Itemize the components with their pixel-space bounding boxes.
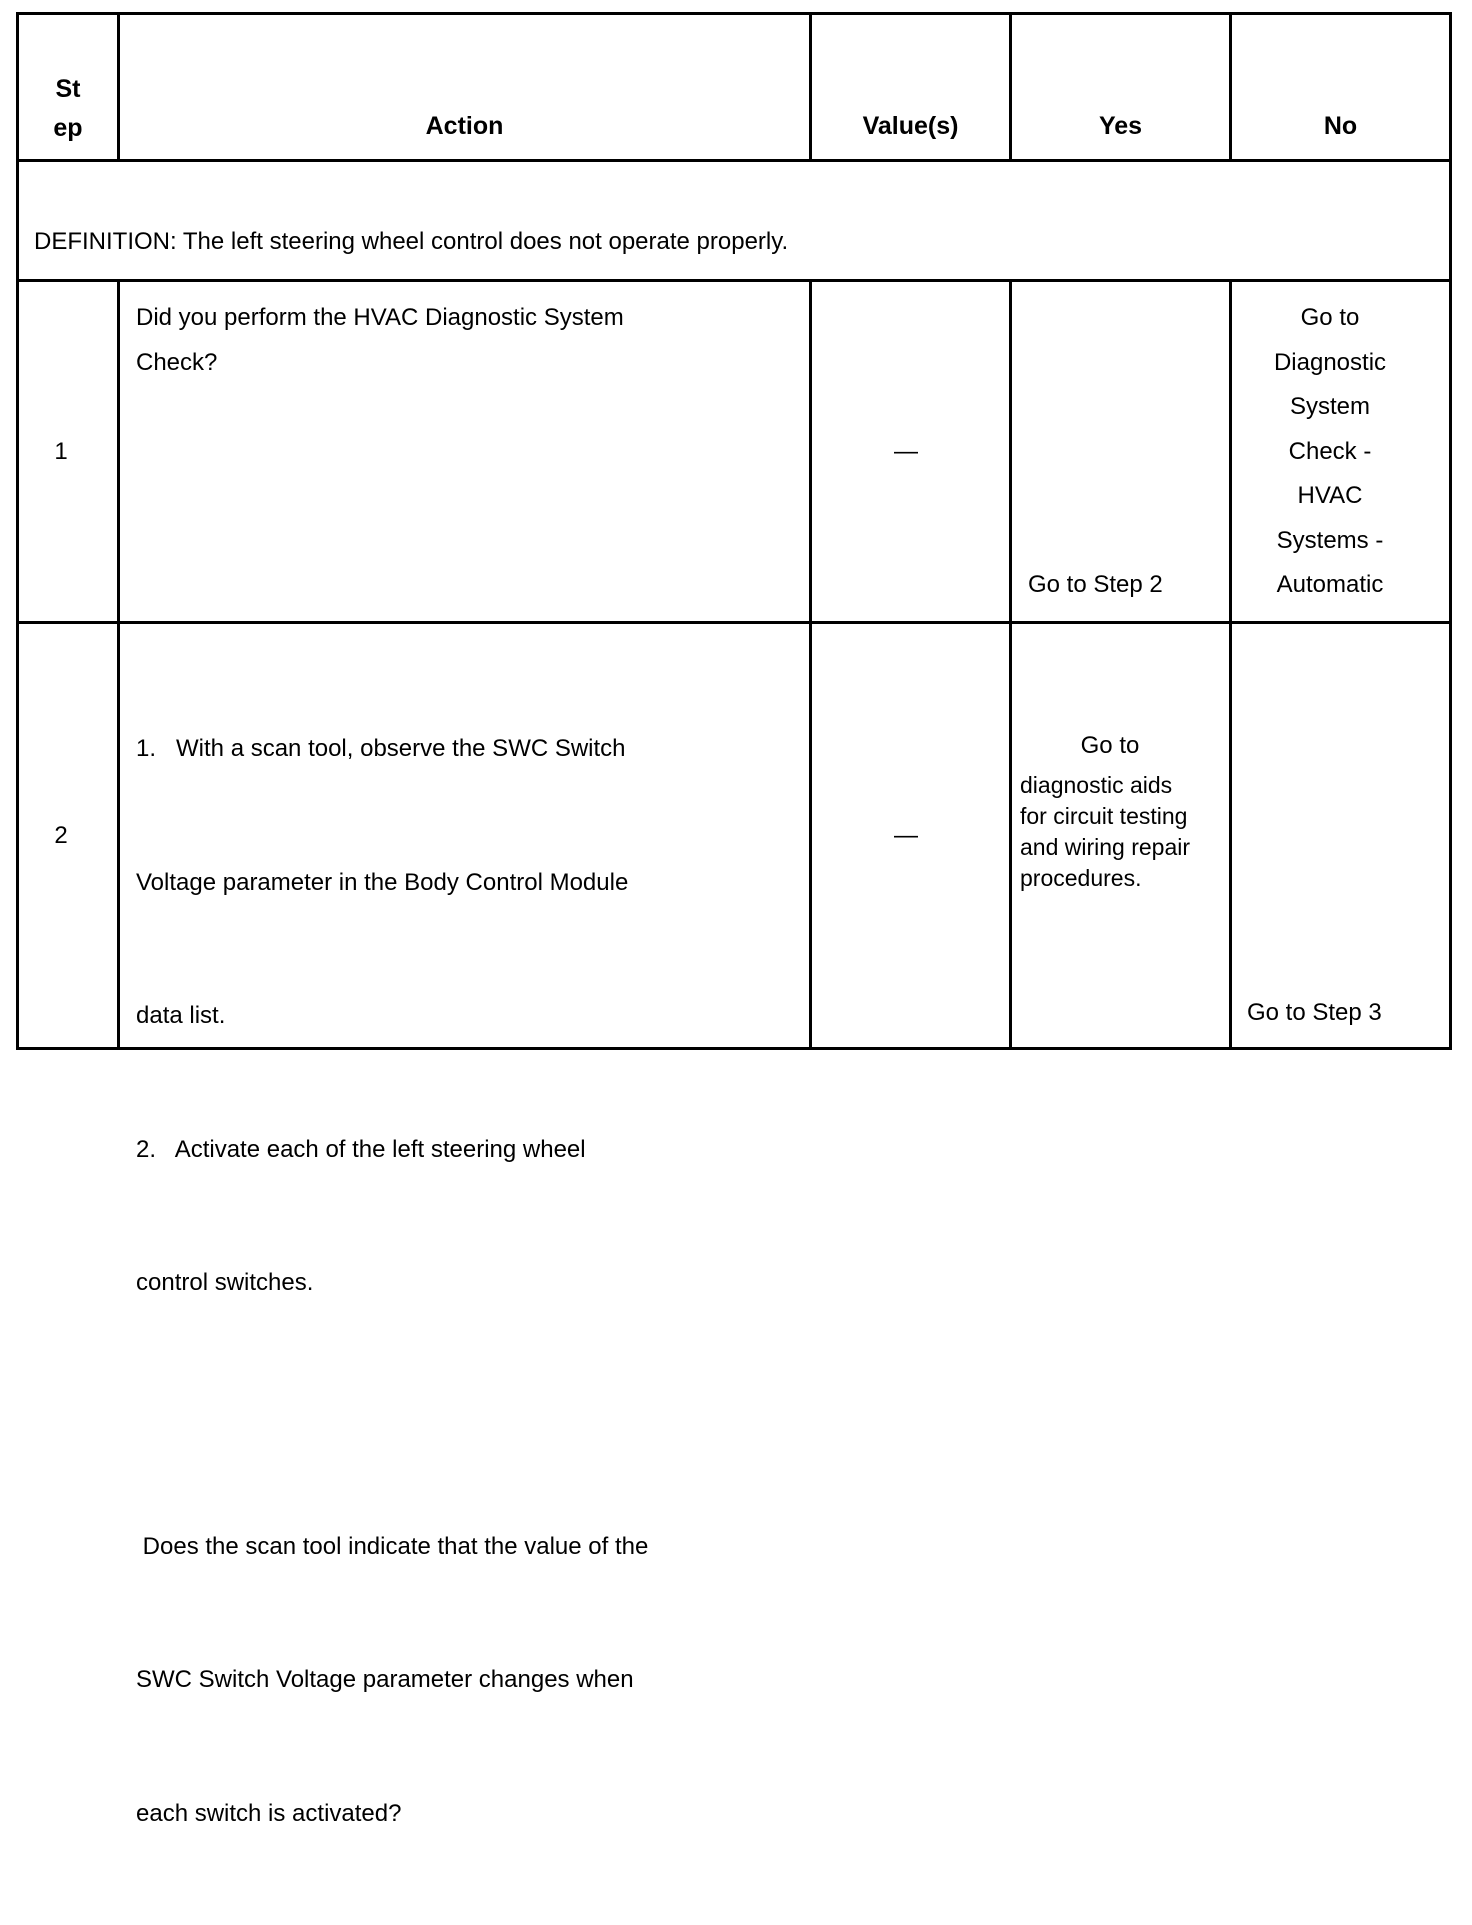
row2-yes-detail-line: for circuit testing — [1020, 803, 1188, 829]
header-step-line1: St — [55, 75, 81, 103]
row1-values: — — [894, 438, 918, 465]
row2-question-line2: SWC Switch Voltage parameter changes when — [136, 1666, 634, 1693]
col-divider-action — [809, 279, 812, 1050]
row2-action-item2-line1: 2. Activate each of the left steering wheel — [136, 1135, 586, 1163]
row1-action-line2: Check? — [136, 348, 218, 376]
table-border-top — [16, 12, 1452, 15]
table-border-right — [1449, 12, 1452, 1050]
row2-question-line1: Does the scan tool indicate that the value of the — [136, 1532, 649, 1560]
row1-no-line: HVAC — [1297, 482, 1363, 509]
row2-action — [136, 638, 806, 1925]
row1-action — [136, 296, 796, 385]
row2-yes-detail-line: procedures. — [1020, 865, 1142, 891]
row1-step: 1 — [54, 438, 68, 465]
row1-action-line1: Did you perform the HVAC Diagnostic System — [136, 304, 624, 331]
header-divider — [16, 159, 1452, 162]
header-step-line2: ep — [53, 114, 83, 142]
row2-action-item1-line2: Voltage parameter in the Body Control Module — [136, 868, 629, 896]
row1-no — [1232, 296, 1428, 608]
row2-step: 2 — [54, 822, 68, 849]
row1-no-line: Go to — [1300, 304, 1360, 331]
header-step — [19, 70, 117, 148]
row1-no-line: Check - — [1288, 437, 1372, 465]
row2-yes-detail-line: and wiring repair — [1020, 834, 1191, 860]
header-yes: Yes — [1098, 112, 1143, 140]
row2-action-item1-line1: 1. With a scan tool, observe the SWC Switch — [136, 735, 626, 762]
table-border-left — [16, 12, 19, 1050]
row1-yes: Go to Step 2 — [1028, 571, 1163, 598]
row2-values: — — [894, 822, 918, 849]
row2-yes-detail — [1020, 770, 1229, 894]
row1-no-line: Systems - — [1276, 526, 1384, 554]
row2-action-item2-line2: control switches. — [136, 1269, 314, 1296]
row1-no-line: System — [1289, 393, 1370, 420]
row-divider — [16, 621, 1452, 624]
row1-no-line: Automatic — [1276, 571, 1384, 598]
row2-question-line3: each switch is activated? — [136, 1799, 402, 1827]
row2-yes-title: Go to — [1080, 732, 1140, 759]
definition-text: DEFINITION: The left steering wheel control does not operate properly. — [34, 228, 789, 255]
header-values: Value(s) — [862, 112, 959, 140]
header-no: No — [1323, 112, 1358, 140]
row2-action-spacer — [136, 1395, 806, 1436]
diagnostic-table — [16, 12, 1452, 1827]
row2-no: Go to Step 3 — [1247, 999, 1382, 1026]
row1-no-line: Diagnostic — [1273, 348, 1387, 376]
col-divider-step — [117, 279, 120, 1050]
row2-action-item1-line3: data list. — [136, 1002, 226, 1029]
col-divider-values — [1009, 279, 1012, 1050]
definition-divider — [16, 279, 1452, 282]
header-action: Action — [425, 112, 504, 140]
row2-yes-detail-line: diagnostic aids — [1020, 772, 1173, 798]
